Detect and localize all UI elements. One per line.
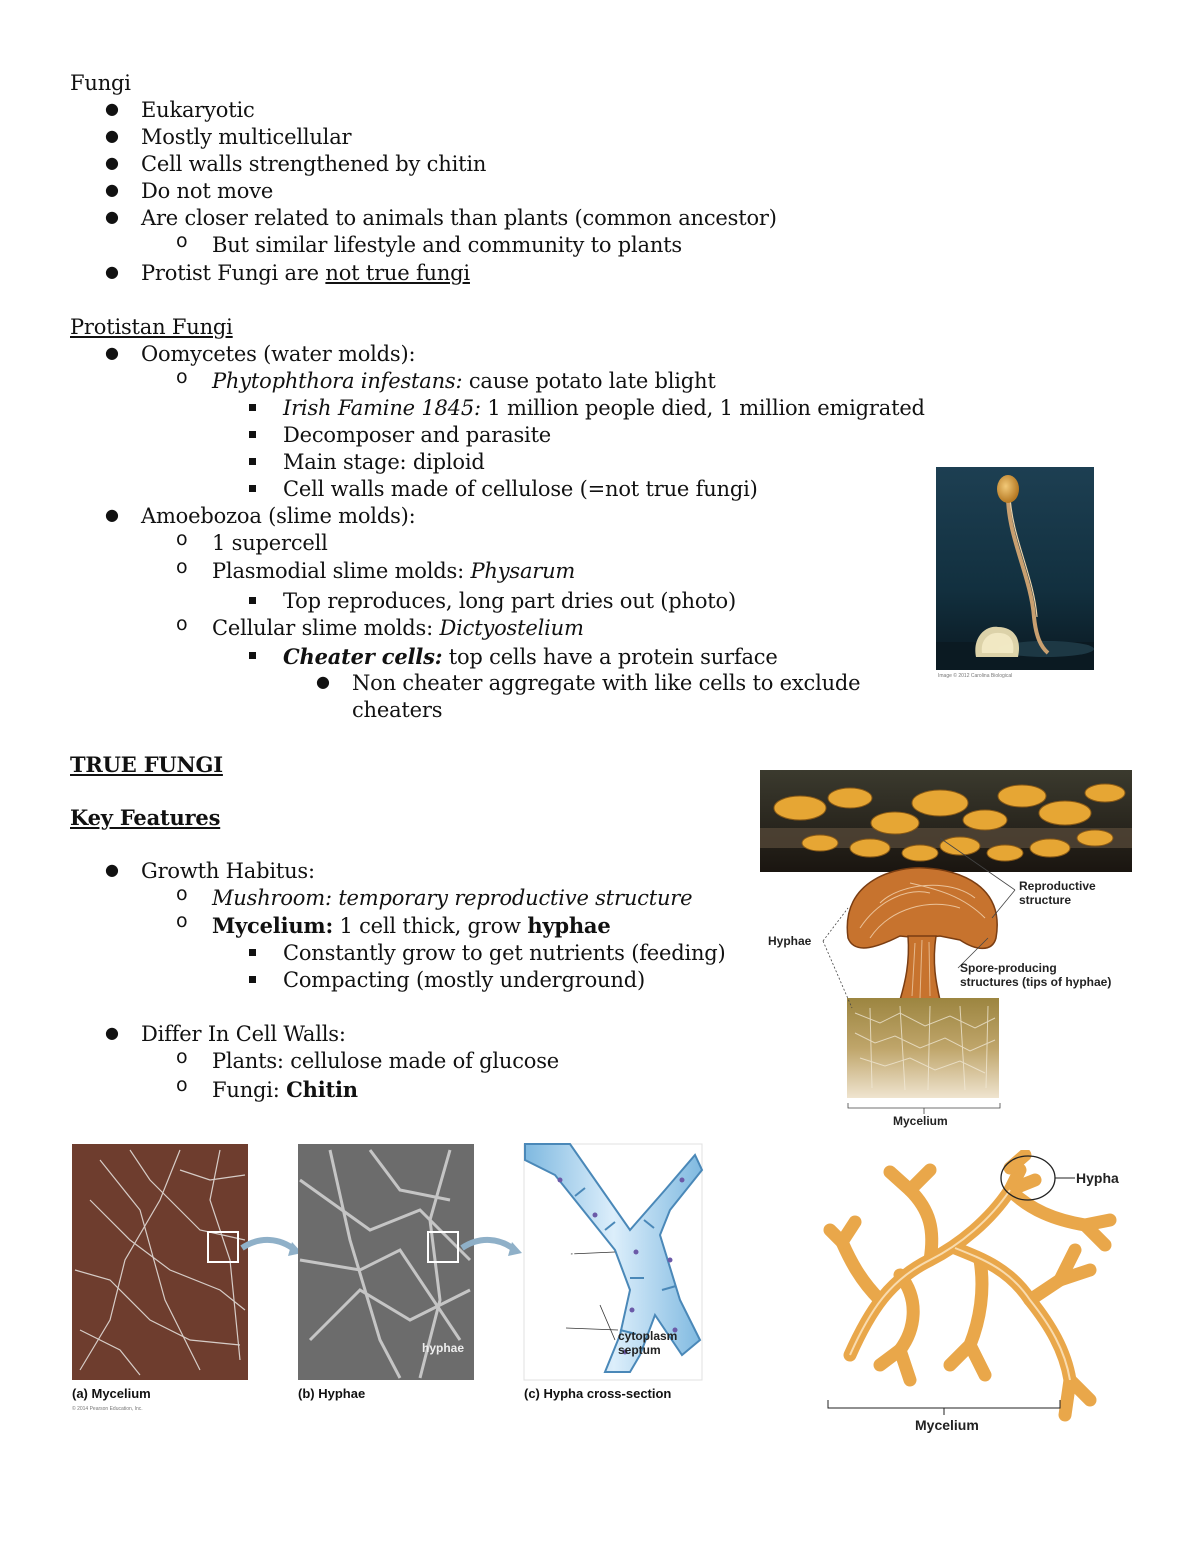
svg-text:Image © 2012 Carolina Biologic: Image © 2012 Carolina Biological	[938, 673, 1013, 679]
list-item: Do not move	[141, 179, 274, 203]
list-item: Oomycetes (water molds):	[141, 342, 416, 366]
list-item: Top reproduces, long part dries out (photo)	[283, 589, 736, 613]
circle-bullet-icon: o	[176, 1046, 188, 1068]
mycelium-panels-figure	[70, 1140, 706, 1415]
label-pore: pore	[529, 1321, 556, 1335]
caption-c: (c) Hypha cross-section	[524, 1386, 672, 1401]
label-spore-producing: Spore-producing	[960, 961, 1057, 975]
bullet-icon: ●	[105, 126, 119, 145]
label-spore-structures: structures (tips of hyphae)	[960, 975, 1112, 989]
bullet-icon: ●	[105, 860, 119, 879]
bullet-icon: ●	[105, 343, 119, 362]
bullet-icon: ●	[105, 99, 119, 118]
circle-bullet-icon: o	[176, 1074, 188, 1096]
circle-bullet-icon: o	[176, 613, 188, 635]
list-item: Eukaryotic	[141, 98, 255, 122]
list-item: Non cheater aggregate with like cells to exclude	[352, 671, 861, 695]
square-bullet-icon	[249, 404, 256, 411]
square-bullet-icon	[249, 652, 256, 659]
list-item: Amoebozoa (slime molds):	[141, 504, 416, 528]
label-structure: structure	[1019, 893, 1072, 907]
label-hypha: Hypha	[1076, 1170, 1119, 1186]
list-item: Fungi: Chitin	[212, 1077, 358, 1102]
bullet-icon: ●	[105, 153, 119, 172]
section-heading-true-fungi: TRUE FUNGI	[70, 752, 223, 777]
list-item: Irish Famine 1845: 1 million people died, 1 million emigrated	[283, 396, 925, 420]
bullet-icon: ●	[105, 262, 119, 281]
list-item: Decomposer and parasite	[283, 423, 552, 447]
square-bullet-icon	[249, 458, 256, 465]
bullet-icon: ●	[105, 1023, 119, 1042]
list-item: Protist Fungi are not true fungi	[141, 261, 470, 285]
square-bullet-icon	[249, 949, 256, 956]
list-item: Plasmodial slime molds: Physarum	[212, 559, 576, 583]
list-item: Compacting (mostly underground)	[283, 968, 645, 992]
list-item: But similar lifestyle and community to plants	[212, 233, 682, 257]
label-mycelium-hypha: Mycelium	[915, 1417, 979, 1433]
circle-bullet-icon: o	[176, 883, 188, 905]
square-bullet-icon	[249, 431, 256, 438]
circle-bullet-icon: o	[176, 366, 188, 388]
slime-mold-photo	[936, 467, 1094, 680]
copyright-text: © 2014 Pearson Education, Inc.	[72, 1406, 143, 1412]
label-cell-wall: cell wall	[529, 1249, 576, 1263]
label-septum: septum	[618, 1343, 661, 1357]
list-item: Mycelium: 1 cell thick, grow hyphae	[212, 913, 611, 938]
list-item: 1 supercell	[212, 531, 328, 555]
list-item: Plants: cellulose made of glucose	[212, 1049, 560, 1073]
section-heading-fungi: Fungi	[70, 71, 131, 95]
list-item: Mushroom: temporary reproductive structure	[212, 886, 693, 910]
mushroom-structure-figure	[760, 768, 1132, 1138]
label-reproductive: Reproductive	[1019, 879, 1096, 893]
square-bullet-icon	[249, 597, 256, 604]
list-item: Cell walls strengthened by chitin	[141, 152, 487, 176]
bullet-icon: ●	[105, 505, 119, 524]
list-item: Constantly grow to get nutrients (feeding)	[283, 941, 726, 965]
label-cytoplasm: cytoplasm	[618, 1329, 678, 1343]
hypha-branching-figure	[820, 1150, 1132, 1450]
list-item: Cheater cells: top cells have a protein surface	[283, 644, 778, 669]
label-mycelium: Mycelium	[893, 1114, 948, 1128]
caption-b: (b) Hyphae	[298, 1386, 366, 1401]
label-hyphae-b: hyphae	[422, 1341, 465, 1355]
bullet-icon: ●	[105, 180, 119, 199]
list-item: Phytophthora infestans: cause potato late blight	[212, 369, 716, 393]
list-item: Are closer related to animals than plants (common ancestor)	[141, 206, 777, 230]
section-heading-protistan: Protistan Fungi	[70, 315, 233, 339]
list-item: Cell walls made of cellulose (=not true fungi)	[283, 477, 758, 501]
square-bullet-icon	[249, 485, 256, 492]
bullet-icon: ●	[316, 672, 330, 691]
list-item: Mostly multicellular	[141, 125, 352, 149]
caption-a: (a) Mycelium	[72, 1386, 151, 1401]
circle-bullet-icon: o	[176, 910, 188, 932]
bullet-icon: ●	[105, 207, 119, 226]
list-item: Differ In Cell Walls:	[141, 1022, 346, 1046]
list-item: Cellular slime molds: Dictyostelium	[212, 616, 584, 640]
label-hyphae: Hyphae	[768, 934, 812, 948]
square-bullet-icon	[249, 976, 256, 983]
section-heading-key-features: Key Features	[70, 805, 221, 830]
circle-bullet-icon: o	[176, 230, 188, 252]
list-item: cheaters	[352, 698, 443, 722]
list-item: Growth Habitus:	[141, 859, 315, 883]
circle-bullet-icon: o	[176, 528, 188, 550]
list-item: Main stage: diploid	[283, 450, 485, 474]
circle-bullet-icon: o	[176, 556, 188, 578]
